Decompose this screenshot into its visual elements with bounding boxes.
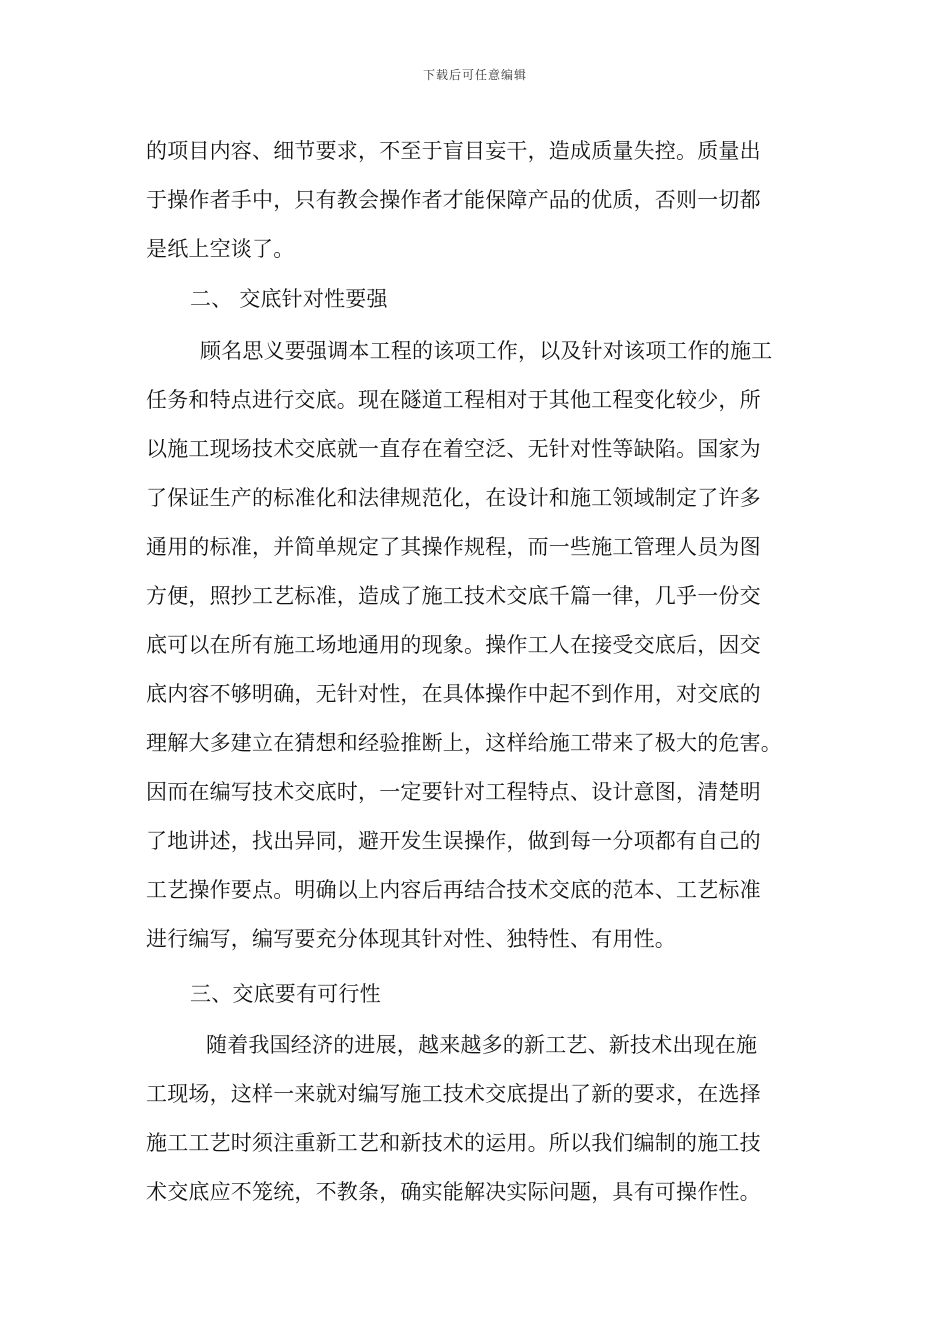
paragraph-line: 底内容不够明确，无针对性，在具体操作中起不到作用，对交底的 xyxy=(146,682,761,706)
paragraph-line: 的项目内容、细节要求，不至于盲目妄干，造成质量失控。质量出 xyxy=(146,139,761,163)
paragraph-line: 任务和特点进行交底。现在隧道工程相对于其他工程变化较少，所 xyxy=(146,388,761,412)
paragraph-line: 以施工现场技术交底就一直存在着空泛、无针对性等缺陷。国家为 xyxy=(146,437,761,461)
paragraph-line: 工现场，这样一来就对编写施工技术交底提出了新的要求，在选择 xyxy=(146,1082,761,1106)
paragraph-line: 了保证生产的标准化和法律规范化，在设计和施工领域制定了许多 xyxy=(146,486,761,510)
paragraph-line: 方便，照抄工艺标准，造成了施工技术交底千篇一律，几乎一份交 xyxy=(146,584,761,608)
paragraph-line: 工艺操作要点。明确以上内容后再结合技术交底的范本、工艺标准 xyxy=(146,878,761,902)
paragraph-line: 因而在编写技术交底时，一定要针对工程特点、设计意图，清楚明 xyxy=(146,780,761,804)
section-heading: 二、 交底针对性要强 xyxy=(190,287,388,311)
paragraph-line: 通用的标准，并简单规定了其操作规程，而一些施工管理人员为图 xyxy=(146,535,761,559)
paragraph-line: 理解大多建立在猜想和经验推断上，这样给施工带来了极大的危害。 xyxy=(146,731,782,755)
section-heading: 三、交底要有可行性 xyxy=(190,982,381,1006)
paragraph-line: 施工工艺时须注重新工艺和新技术的运用。所以我们编制的施工技 xyxy=(146,1131,761,1155)
paragraph-line: 了地讲述，找出异同，避开发生误操作，做到每一分项都有自己的 xyxy=(146,829,761,853)
paragraph-line: 进行编写，编写要充分体现其针对性、独特性、有用性。 xyxy=(146,927,676,951)
paragraph-line: 术交底应不笼统，不教条，确实能解决实际问题，具有可操作性。 xyxy=(146,1180,761,1204)
paragraph-line: 是纸上空谈了。 xyxy=(146,237,295,261)
paragraph-line: 底可以在所有施工场地通用的现象。操作工人在接受交底后，因交 xyxy=(146,633,761,657)
paragraph-line: 于操作者手中，只有教会操作者才能保障产品的优质，否则一切都 xyxy=(146,188,761,212)
paragraph-line: 随着我国经济的进展，越来越多的新工艺、新技术出现在施 xyxy=(206,1033,758,1057)
paragraph-line: 顾名思义要强调本工程的该项工作，以及针对该项工作的施工 xyxy=(200,339,773,363)
page-header: 下载后可任意编辑 xyxy=(422,68,527,82)
